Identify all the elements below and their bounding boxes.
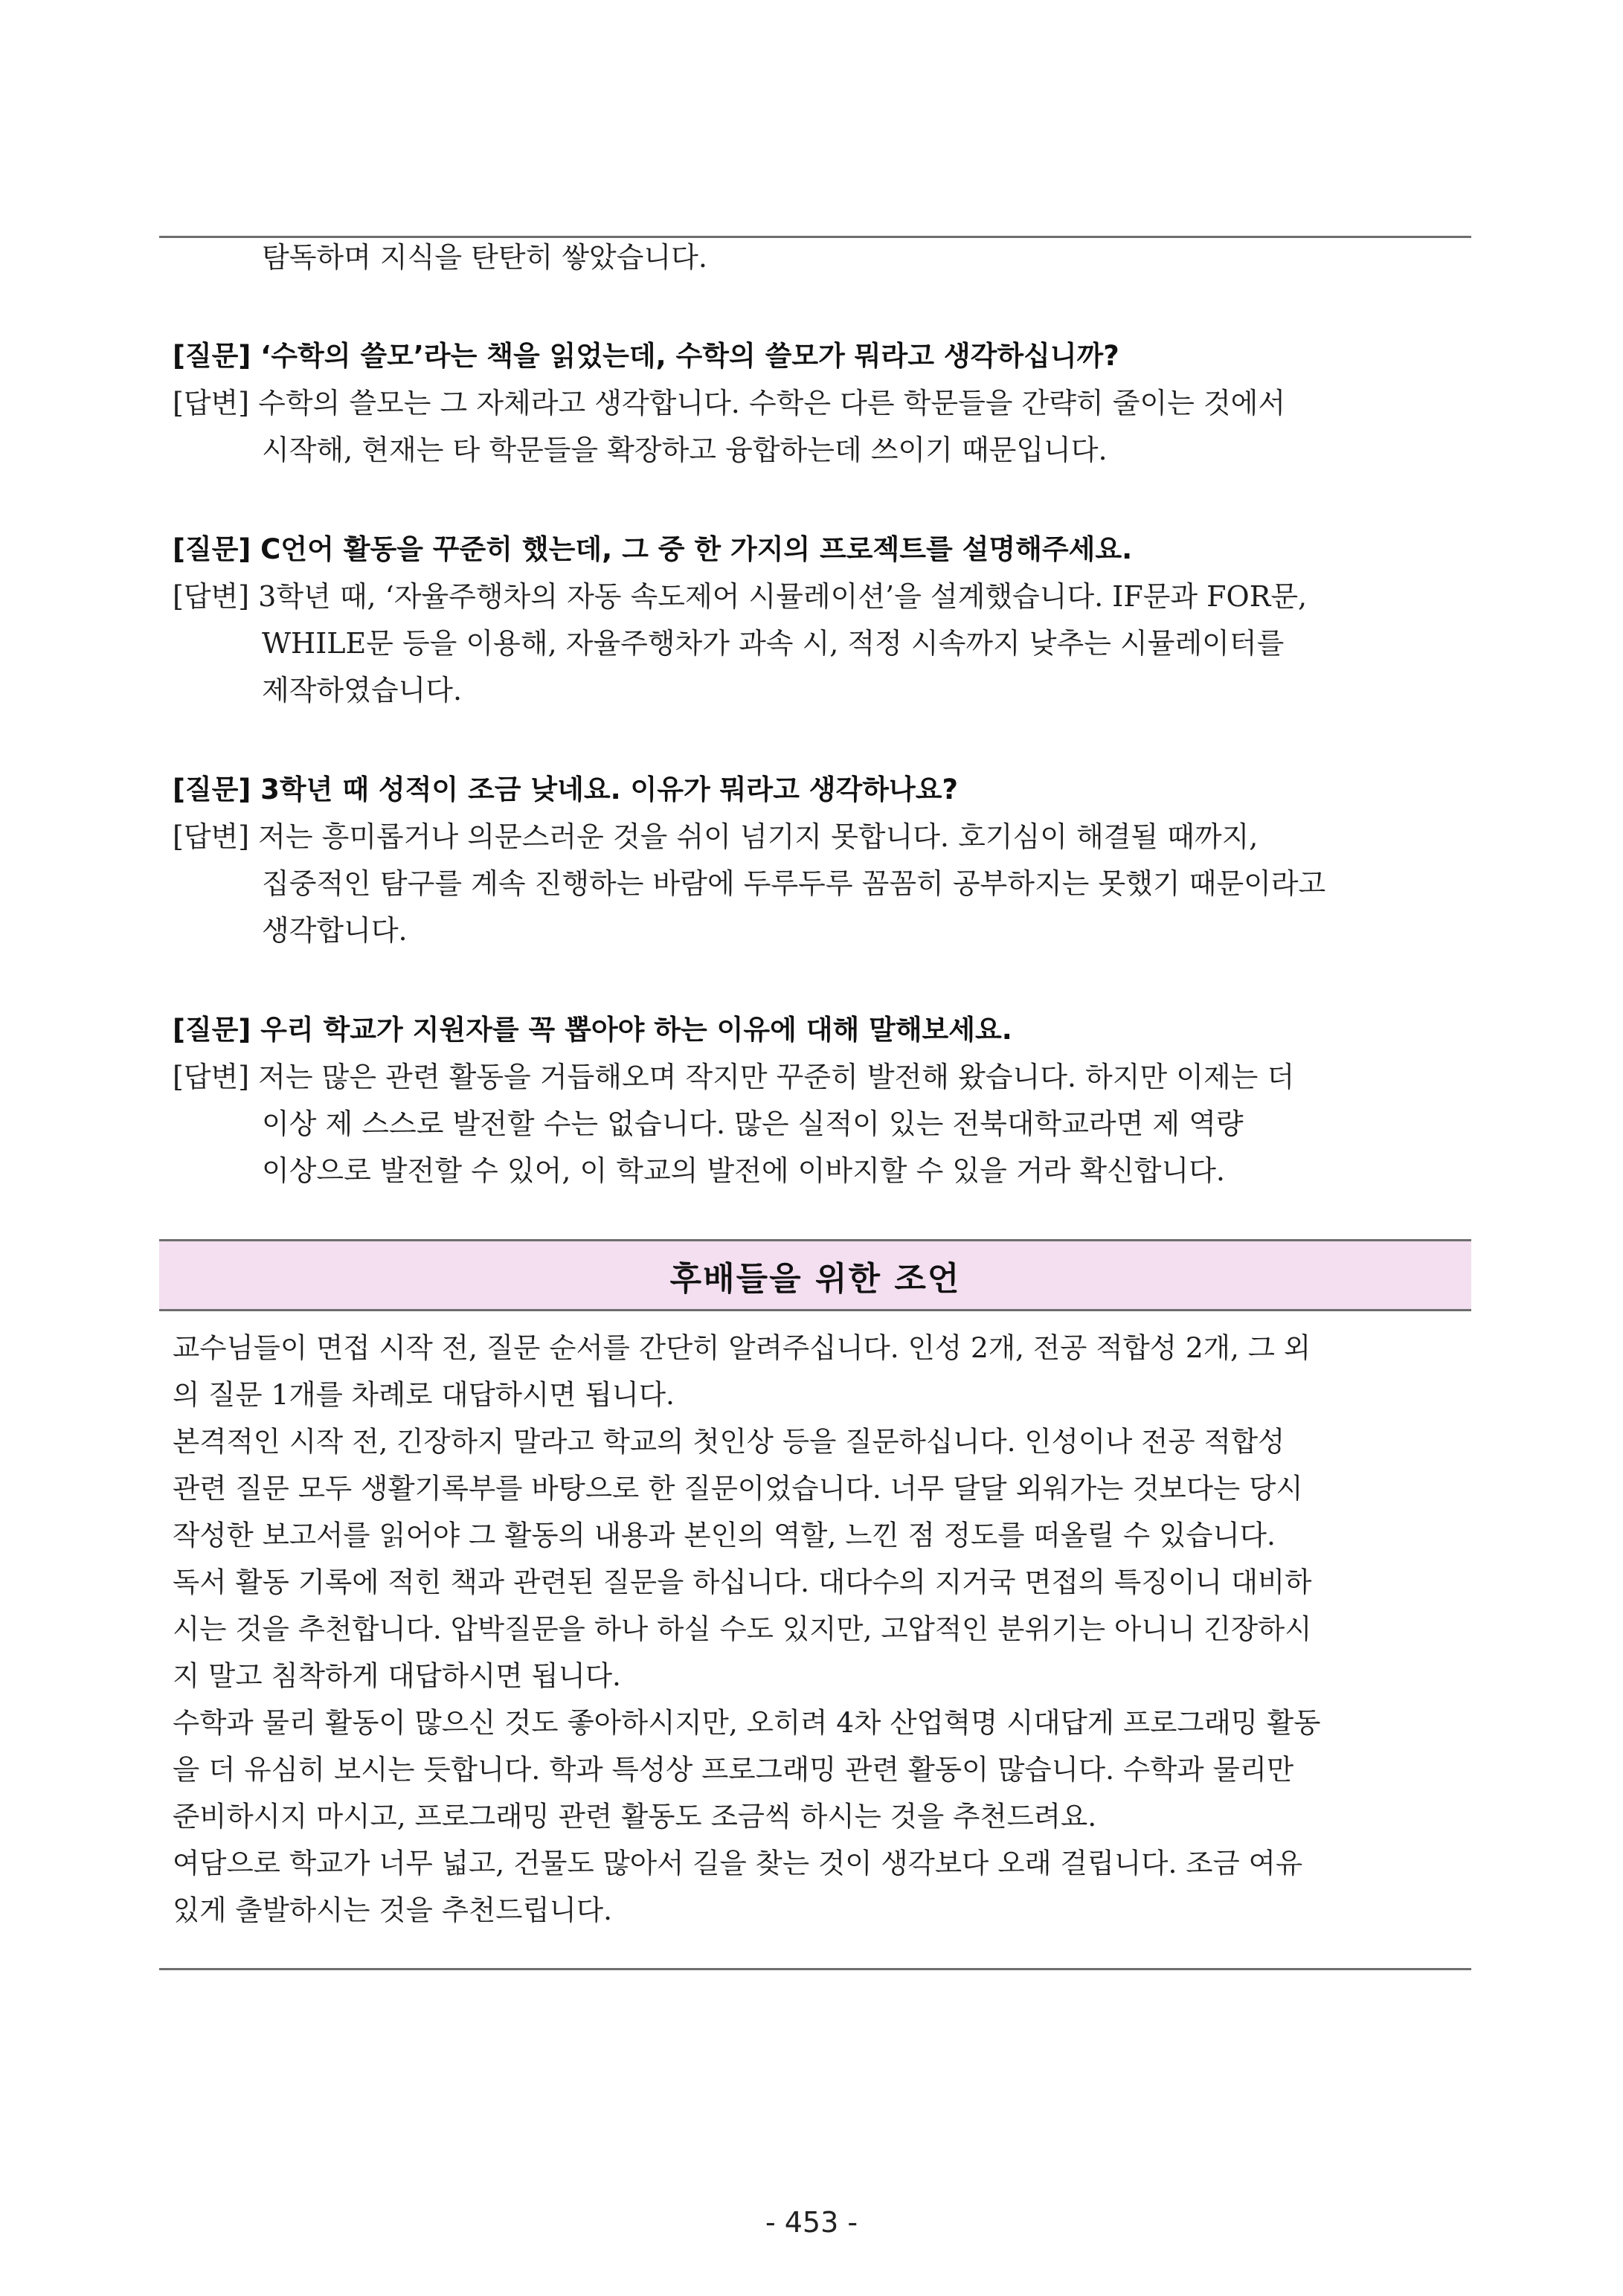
advice-line: 수학과 물리 활동이 많으신 것도 좋아하시지만, 오히려 4차 산업혁명 시대답게 프로그래밍 활동	[173, 1706, 1321, 1739]
advice-line: 관련 질문 모두 생활기록부를 바탕으로 한 질문이었습니다. 너무 달달 외워가는 것보다는 당시	[173, 1472, 1303, 1505]
advice-title: 후배들을 위한 조언	[669, 1259, 961, 1298]
answer-2-line-1: [답변] 3학년 때, ‘자율주행차의 자동 속도제어 시뮬레이션’을 설계했습니다. IF문과 FOR문,	[173, 580, 1308, 613]
bottom-divider	[159, 1968, 1471, 1970]
advice-line: 본격적인 시작 전, 긴장하지 말라고 학교의 첫인상 등을 질문하십니다. 인성이나 전공 적합성	[173, 1425, 1285, 1458]
answer-4-line-1: [답변] 저는 많은 관련 활동을 거듭해오며 작지만 꾸준히 발전해 왔습니다. 하지만 이제는 더	[173, 1061, 1295, 1093]
answer-1-line-2: 시작해, 현재는 타 학문들을 확장하고 융합하는데 쓰이기 때문입니다.	[262, 434, 1108, 466]
answer-1-line-1: [답변] 수학의 쓸모는 그 자체라고 생각합니다. 수학은 다른 학문들을 간략히 줄이는 것에서	[173, 387, 1286, 419]
page-number: - 453 -	[765, 2206, 858, 2239]
intro-continuation: 탐독하며 지식을 탄탄히 쌓았습니다.	[262, 241, 707, 274]
answer-2-line-3: 제작하였습니다.	[262, 674, 463, 707]
question-2: [질문] C언어 활동을 꾸준히 했는데, 그 중 한 가지의 프로젝트를 설명해주세요.	[173, 533, 1133, 565]
answer-2-line-2: WHILE문 등을 이용해, 자율주행차가 과속 시, 적정 시속까지 낮추는 시뮬레이터를	[262, 627, 1285, 660]
advice-line: 의 질문 1개를 차례로 대답하시면 됩니다.	[173, 1378, 675, 1411]
answer-3-line-1: [답변] 저는 흥미롭거나 의문스러운 것을 쉬이 넘기지 못합니다. 호기심이 해결될 때까지,	[173, 820, 1259, 853]
advice-line: 있게 출발하시는 것을 추천드립니다.	[173, 1894, 613, 1926]
question-4: [질문] 우리 학교가 지원자를 꼭 뽑아야 하는 이유에 대해 말해보세요.	[173, 1014, 1012, 1046]
advice-line: 준비하시지 마시고, 프로그래밍 관련 활동도 조금씩 하시는 것을 추천드려요.	[173, 1800, 1097, 1833]
advice-line: 교수님들이 면접 시작 전, 질문 순서를 간단히 알려주십니다. 인성 2개, 전공 적합성 2개, 그 외	[173, 1331, 1311, 1364]
answer-3-line-3: 생각합니다.	[262, 914, 408, 947]
answer-4-line-2: 이상 제 스스로 발전할 수는 없습니다. 많은 실적이 있는 전북대학교라면 제 역량	[262, 1107, 1244, 1140]
answer-3-line-2: 집중적인 탐구를 계속 진행하는 바람에 두루두루 꼼꼼히 공부하지는 못했기 때문이라고	[262, 867, 1326, 900]
advice-line: 여담으로 학교가 너무 넓고, 건물도 많아서 길을 찾는 것이 생각보다 오래 걸립니다. 조금 여유	[173, 1847, 1303, 1879]
advice-header	[159, 1239, 1471, 1311]
advice-line: 독서 활동 기록에 적힌 책과 관련된 질문을 하십니다. 대다수의 지거국 면접의 특징이니 대비하	[173, 1566, 1312, 1598]
answer-4-line-3: 이상으로 발전할 수 있어, 이 학교의 발전에 이바지할 수 있을 거라 확신합니다.	[262, 1154, 1225, 1187]
question-1: [질문] ‘수학의 쓸모’라는 책을 읽었는데, 수학의 쓸모가 뭐라고 생각하십니까?	[173, 340, 1119, 372]
advice-line: 작성한 보고서를 읽어야 그 활동의 내용과 본인의 역할, 느낀 점 정도를 떠올릴 수 있습니다.	[173, 1519, 1276, 1551]
advice-line: 시는 것을 추천합니다. 압박질문을 하나 하실 수도 있지만, 고압적인 분위기는 아니니 긴장하시	[173, 1612, 1312, 1645]
advice-line: 을 더 유심히 보시는 듯합니다. 학과 특성상 프로그래밍 관련 활동이 많습니다. 수학과 물리만	[173, 1753, 1294, 1786]
advice-line: 지 말고 침착하게 대답하시면 됩니다.	[173, 1659, 621, 1692]
question-3: [질문] 3학년 때 성적이 조금 낮네요. 이유가 뭐라고 생각하나요?	[173, 774, 958, 805]
top-divider	[159, 236, 1471, 238]
